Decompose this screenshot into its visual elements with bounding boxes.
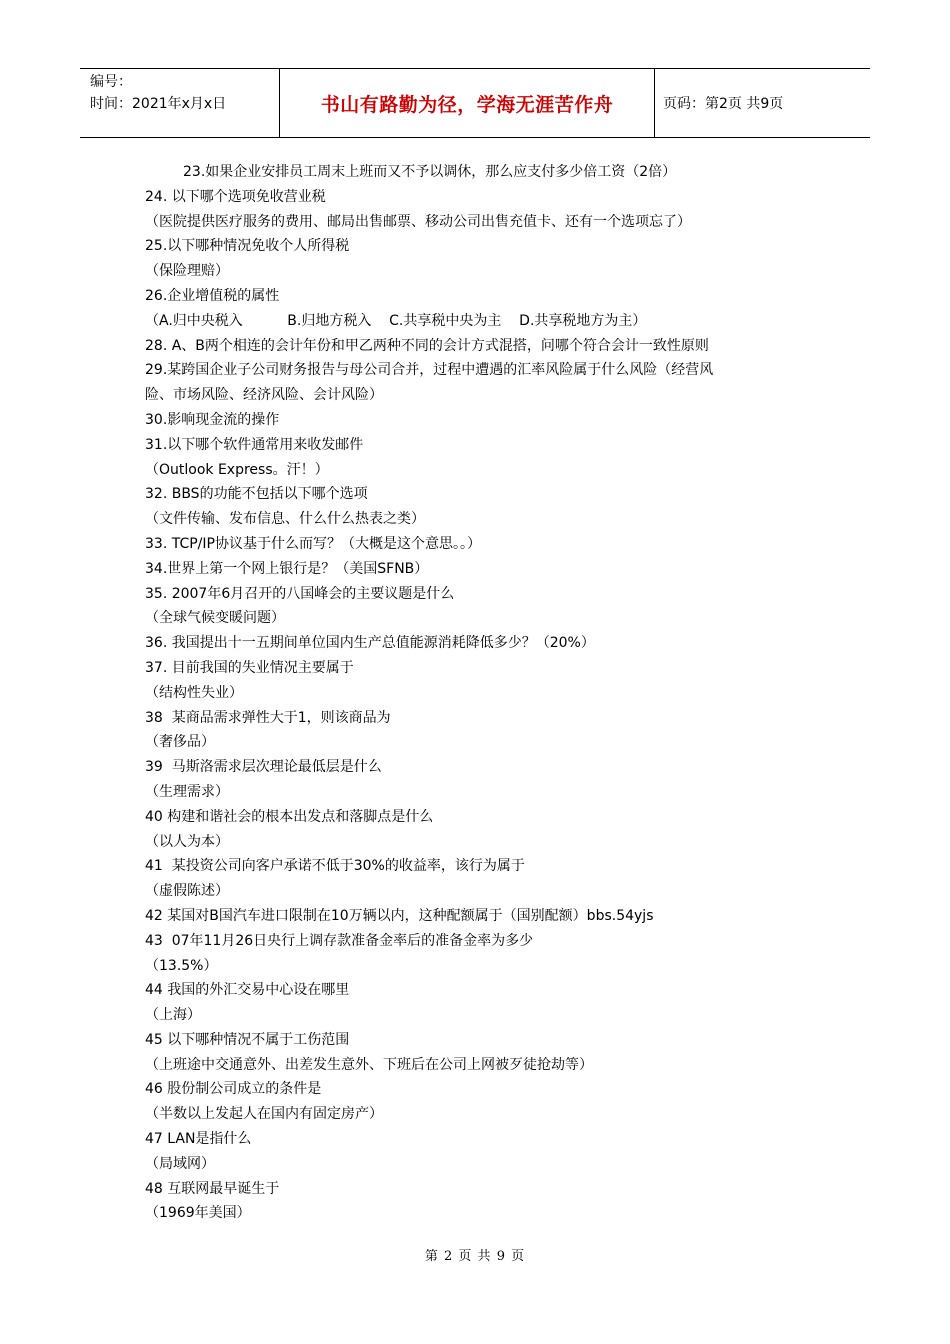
- text-line: 42 某国对B国汽车进口限制在10万辆以内，这种配额属于（国别配额）bbs.54yjs: [145, 907, 654, 924]
- text-line: （奢侈品）: [145, 734, 215, 751]
- text-line: （虚假陈述）: [145, 883, 229, 900]
- text-line: （医院提供医疗服务的费用、邮局出售邮票、移动公司出售充值卡、还有一个选项忘了）: [145, 213, 691, 230]
- text-line: （生理需求）: [145, 783, 229, 800]
- text-line: （Outlook Express。汗！）: [145, 461, 329, 478]
- text-line: （13.5%）: [145, 957, 218, 974]
- text-line: 45 以下哪种情况不属于工伤范围: [145, 1031, 350, 1048]
- text-line: 31.以下哪个软件通常用来收发邮件: [145, 436, 364, 453]
- text-line: （全球气候变暖问题）: [145, 610, 285, 627]
- text-line: 26.企业增值税的属性: [145, 287, 280, 304]
- text-line: 25.以下哪种情况免收个人所得税: [145, 238, 350, 255]
- text-line: 44 我国的外汇交易中心设在哪里: [145, 982, 350, 999]
- text-line: 35. 2007年6月召开的八国峰会的主要议题是什么: [145, 585, 455, 602]
- header-motto: 书山有路勤为径，学海无涯苦作舟: [280, 69, 655, 137]
- text-line: 48 互联网最早诞生于: [145, 1180, 280, 1197]
- text-line: 24. 以下哪个选项免收营业税: [145, 188, 326, 205]
- text-line: 40 构建和谐社会的根本出发点和落脚点是什么: [145, 808, 434, 825]
- text-line: 34.世界上第一个网上银行是？（美国SFNB）: [145, 560, 429, 577]
- number-label: 编号：: [90, 74, 132, 90]
- text-line: （上班途中交通意外、出差发生意外、下班后在公司上网被歹徒抢劫等）: [145, 1056, 593, 1073]
- text-line: 39 马斯洛需求层次理论最低层是什么: [145, 759, 382, 776]
- text-line: 28. A、B两个相连的会计年份和甲乙两种不同的会计方式混搭，问哪个符合会计一致性原则: [145, 337, 709, 354]
- text-line: （结构性失业）: [145, 684, 243, 701]
- header-page-info: 页码：第2页 共9页: [663, 96, 784, 112]
- text-line: 41 某投资公司向客户承诺不低于30%的收益率，该行为属于: [145, 858, 525, 875]
- text-line: （A.归中央税入 B.归地方税入 C.共享税中央为主 D.共享税地方为主）: [145, 312, 647, 329]
- text-line: （上海）: [145, 1007, 201, 1024]
- text-line: 38 某商品需求弹性大于1，则该商品为: [145, 709, 391, 726]
- text-line: （局域网）: [145, 1155, 215, 1172]
- text-line: （以人为本）: [145, 833, 229, 850]
- date-label: 时间：2021年x月x日: [90, 96, 227, 112]
- text-line: （文件传输、发布信息、什么什么热表之类）: [145, 511, 425, 528]
- header-meta: [80, 69, 280, 137]
- document-body: [145, 160, 815, 1226]
- text-line: 46 股份制公司成立的条件是: [145, 1081, 322, 1098]
- text-line: 23.如果企业安排员工周末上班而又不予以调休，那么应支付多少倍工资（2倍）: [183, 164, 677, 180]
- text-line: 43 07年11月26日央行上调存款准备金率后的准备金率为多少: [145, 932, 534, 949]
- text-line: 29.某跨国企业子公司财务报告与母公司合并，过程中遭遇的汇率风险属于什么风险（经营风: [145, 362, 714, 379]
- text-line: 32. BBS的功能不包括以下哪个选项: [145, 486, 368, 503]
- text-line: 47 LAN是指什么: [145, 1131, 252, 1148]
- text-line: 37. 目前我国的失业情况主要属于: [145, 659, 354, 676]
- text-line: 险、市场风险、经济风险、会计风险）: [145, 387, 383, 404]
- text-line: 33. TCP/IP协议基于什么而写？（大概是这个意思。。）: [145, 535, 481, 552]
- text-line: （1969年美国）: [145, 1205, 251, 1222]
- text-line: （半数以上发起人在国内有固定房产）: [145, 1106, 383, 1123]
- page-footer: 第 2 页 共 9 页: [424, 1249, 526, 1264]
- text-line: 30.影响现金流的操作: [145, 411, 280, 428]
- text-line: 36. 我国提出十一五期间单位国内生产总值能源消耗降低多少？（20%）: [145, 635, 595, 652]
- page-header: [80, 68, 870, 138]
- text-line: （保险理赔）: [145, 263, 229, 280]
